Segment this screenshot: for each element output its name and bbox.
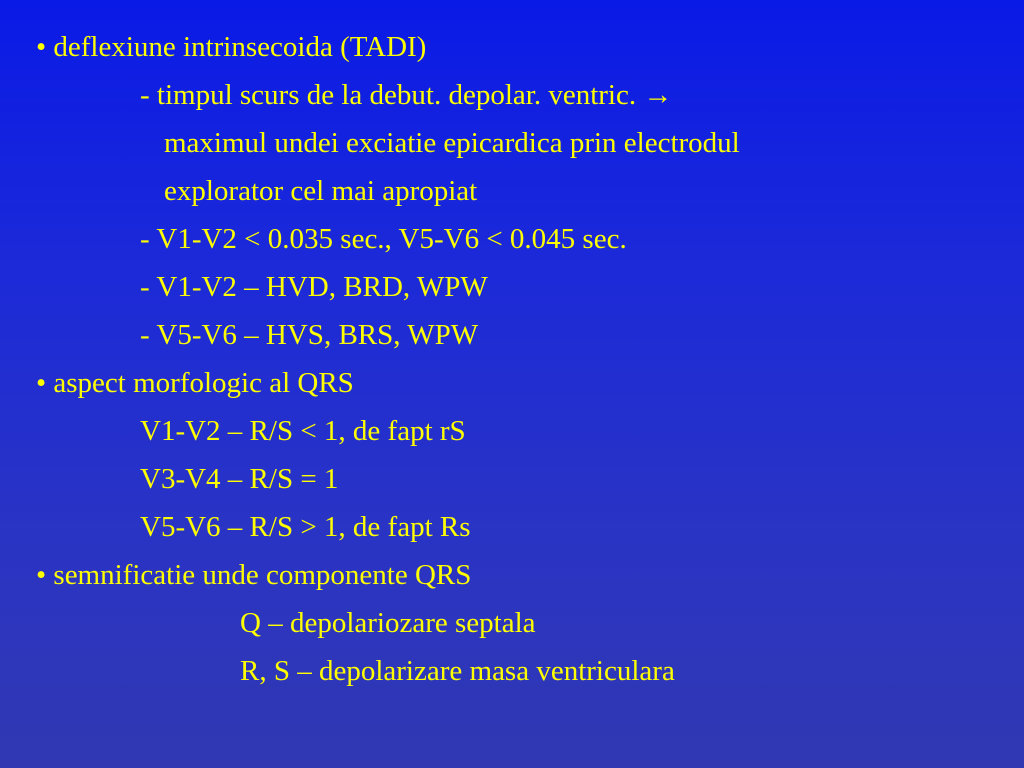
slide-content xyxy=(36,23,1006,695)
subitem-q-wave: Q – depolariozare septala xyxy=(240,607,536,639)
bullet-semnificatie-unde: • semnificatie unde componente QRS xyxy=(36,559,472,591)
subitem-v3-v4-ratio: V3-V4 – R/S = 1 xyxy=(140,463,339,495)
bullet-aspect-morfologic: • aspect morfologic al QRS xyxy=(36,367,354,399)
bullet-deflexiune-intrinsecoida: • deflexiune intrinsecoida (TADI) xyxy=(36,31,427,63)
subitem-r-s-waves: R, S – depolarizare masa ventriculara xyxy=(240,655,675,687)
subitem-v1-v2-conditions: - V1-V2 – HVD, BRD, WPW xyxy=(140,271,488,303)
subitem-timpul-scurs: - timpul scurs de la debut. depolar. ventric. → xyxy=(140,79,673,111)
subitem-v1-v2-ratio: V1-V2 – R/S < 1, de fapt rS xyxy=(140,415,466,447)
subitem-timpul-scurs-cont-1: maximul undei exciatie epicardica prin electrodul xyxy=(164,127,740,159)
subitem-v5-v6-conditions: - V5-V6 – HVS, BRS, WPW xyxy=(140,319,479,351)
subitem-v5-v6-ratio: V5-V6 – R/S > 1, de fapt Rs xyxy=(140,511,471,543)
subitem-timpul-scurs-cont-2: explorator cel mai apropiat xyxy=(164,175,478,207)
subitem-threshold-values: - V1-V2 < 0.035 sec., V5-V6 < 0.045 sec. xyxy=(140,223,627,255)
